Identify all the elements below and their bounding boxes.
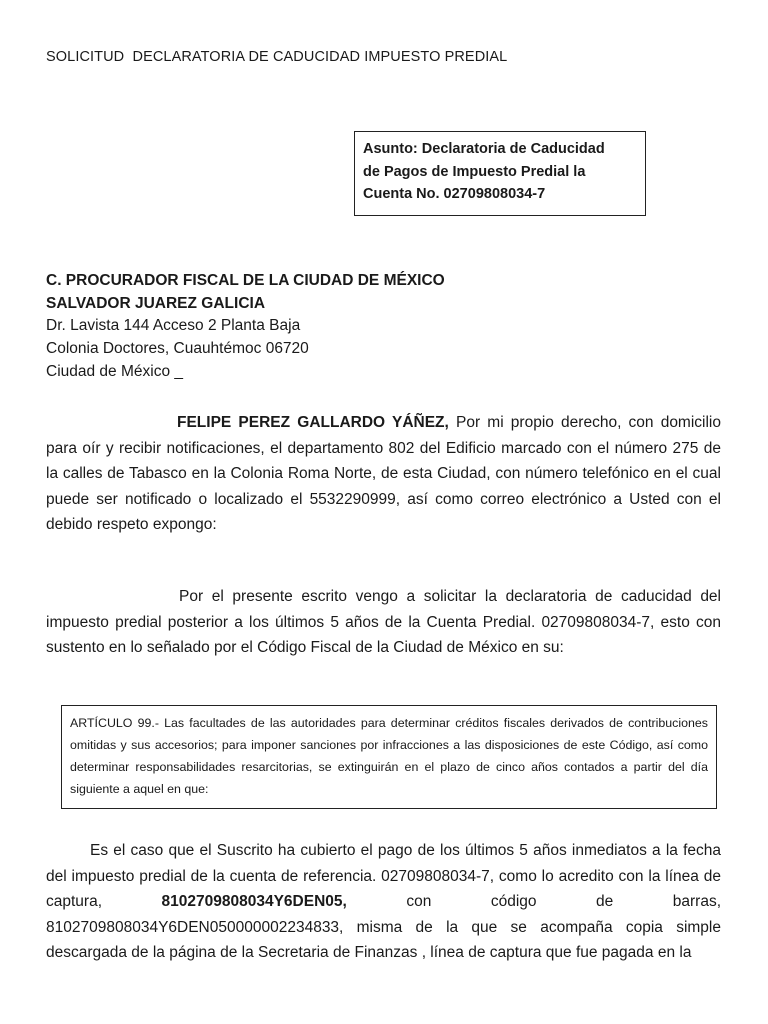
payment-text-after: con código de barras, 8102709808034Y6DEN050000002234833, misma de la que se acompaña copia simple descargada de la página de la Secretaria de Finanzas , línea de captura que fue pagada en la	[46, 893, 721, 961]
intro-text: Por mi propio derecho, con domicilio para oír y recibir notificaciones, el departamento 802 del Edificio marcado con el número 275 de la calles de Tabasco en la Colonia Roma Norte, de esta Ciudad, con número telefónico en el cual puede ser notificado o localizado el 5532290999, así como correo electrónico a Usted con el debido respeto expongo:	[46, 414, 721, 533]
payment-text-before: Es el caso que el Suscrito ha cubierto el pago de los últimos 5 años inmediatos a la fecha del impuesto predial de la cuenta de referencia. 02709808034-7, como lo acredito con la línea de captura,	[46, 842, 721, 910]
addressee-name: SALVADOR JUAREZ GALICIA	[46, 294, 266, 312]
addressee-block	[46, 270, 726, 384]
capture-line-code: 8102709808034Y6DEN05,	[161, 893, 347, 910]
document-title: SOLICITUD DECLARATORIA DE CADUCIDAD IMPUESTO PREDIAL	[46, 49, 508, 65]
intro-paragraph	[46, 410, 721, 538]
addressee-city: Ciudad de México _	[46, 362, 183, 380]
addressee-street: Dr. Lavista 144 Acceso 2 Planta Baja	[46, 317, 301, 335]
addressee-colony: Colonia Doctores, Cuauhtémoc 06720	[46, 340, 309, 358]
petitioner-name: FELIPE PEREZ GALLARDO YÁÑEZ,	[177, 414, 449, 431]
request-paragraph: Por el presente escrito vengo a solicitar la declaratoria de caducidad del impuesto predial posterior a los últimos 5 años de la Cuenta Predial. 02709808034-7, esto con sustento en lo señalado por el Código Fiscal de la Ciudad de México en su:	[46, 588, 721, 656]
addressee-title: C. PROCURADOR FISCAL DE LA CIUDAD DE MÉXICO	[46, 272, 445, 289]
subject-line: Cuenta No. 02709808034-7	[363, 186, 546, 202]
article-quote-box: ARTÍCULO 99.- Las facultades de las autoridades para determinar créditos fiscales derivados de contribuciones omitidas y sus accesorios; para imponer sanciones por infracciones a las disposiciones de este Código, así como determinar responsabilidades resarcitorias, se extinguirán en el plazo de cinco años contados a partir del día siguiente a aquel en que:	[61, 705, 717, 809]
payment-paragraph	[46, 838, 721, 966]
subject-line: de Pagos de Impuesto Predial la	[363, 163, 586, 180]
subject-box	[354, 131, 646, 216]
subject-line: Asunto: Declaratoria de Caducidad	[363, 141, 605, 157]
